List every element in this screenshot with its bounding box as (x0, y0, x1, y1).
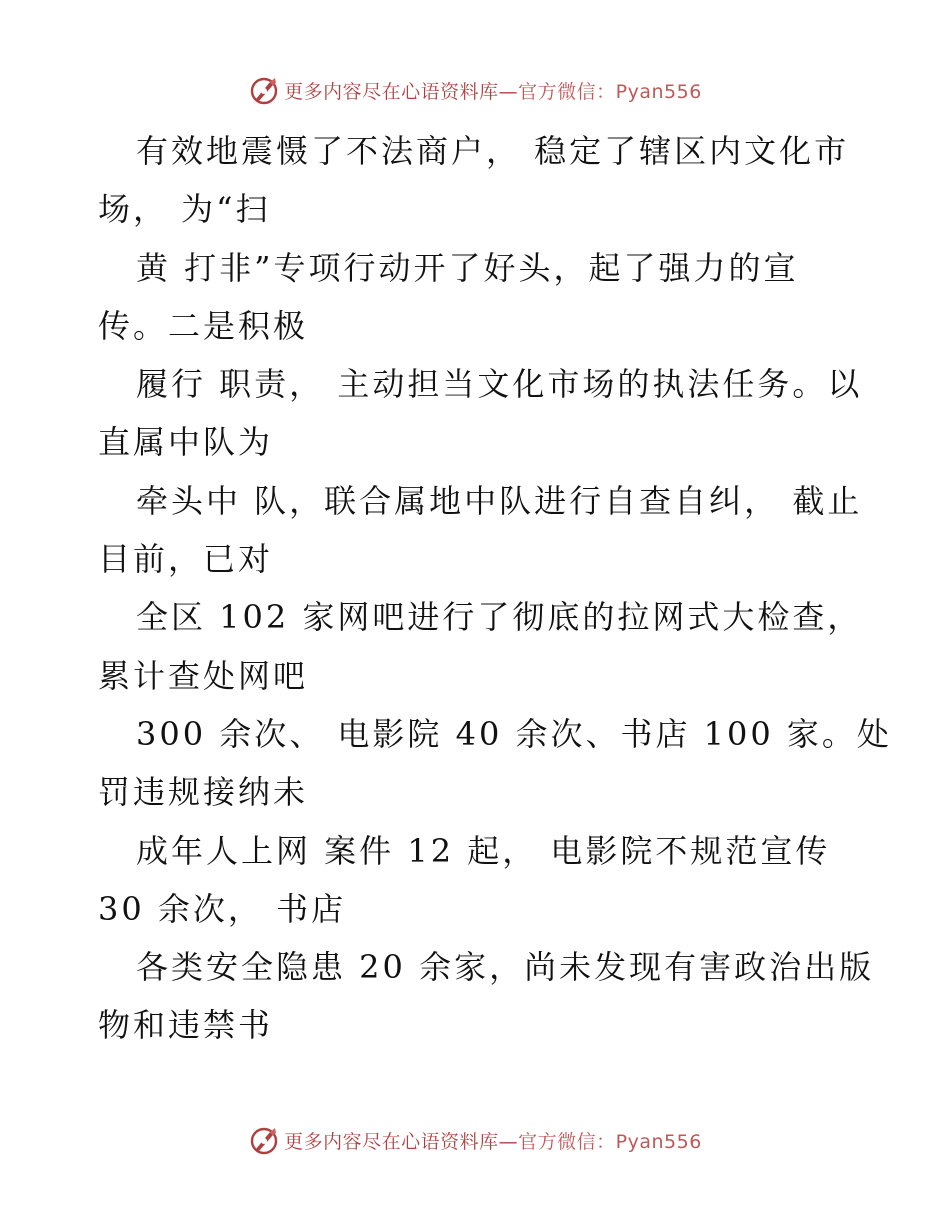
banner-wechat-text: 官方微信：Pyan556 (518, 80, 702, 103)
text-line: 目前，已对 (98, 540, 274, 579)
text-line: 物和违禁书 (98, 1006, 274, 1045)
banner-main-text: 更多内容尽在心语资料库— (284, 80, 519, 103)
text-line: 履行 职责， 主动担当文化市场的执法任务。以 (136, 365, 863, 404)
text-line: 30 余次， 书店 (98, 889, 347, 928)
banner-wechat-text: 官方微信：Pyan556 (518, 1130, 702, 1153)
footer-banner (0, 1120, 950, 1160)
text-line: 罚违规接纳未 (98, 773, 309, 812)
header-banner (0, 70, 950, 110)
text-line: 成年人上网 案件 12 起， 电影院不规范宣传 (136, 831, 831, 870)
banner-text (284, 1127, 702, 1154)
text-line: 300 余次、 电影院 40 余次、书店 100 家。处 (136, 714, 892, 753)
text-line: 累计查处网吧 (98, 656, 309, 695)
text-line: 全区 102 家网吧进行了彻底的拉网式大检查， (136, 598, 863, 637)
text-line: 传。二是积极 (98, 306, 309, 345)
text-line: 各类安全隐患 20 余家，尚未发现有害政治出版 (136, 948, 875, 987)
text-line: 场， 为“扫 (98, 190, 271, 229)
text-line: 黄 打非”专项行动开了好头，起了强力的宣 (136, 248, 799, 287)
text-line: 牵头中 队，联合属地中队进行自查自纠， 截止 (136, 481, 863, 520)
text-line: 直属中队为 (98, 423, 274, 462)
quill-pen-circle-icon (248, 74, 280, 106)
quill-pen-circle-icon (248, 1124, 280, 1156)
document-body (98, 122, 892, 1055)
banner-main-text: 更多内容尽在心语资料库— (284, 1130, 519, 1153)
text-line: 有效地震慑了不法商户， 稳定了辖区内文化市 (136, 132, 850, 170)
banner-text (284, 77, 702, 104)
